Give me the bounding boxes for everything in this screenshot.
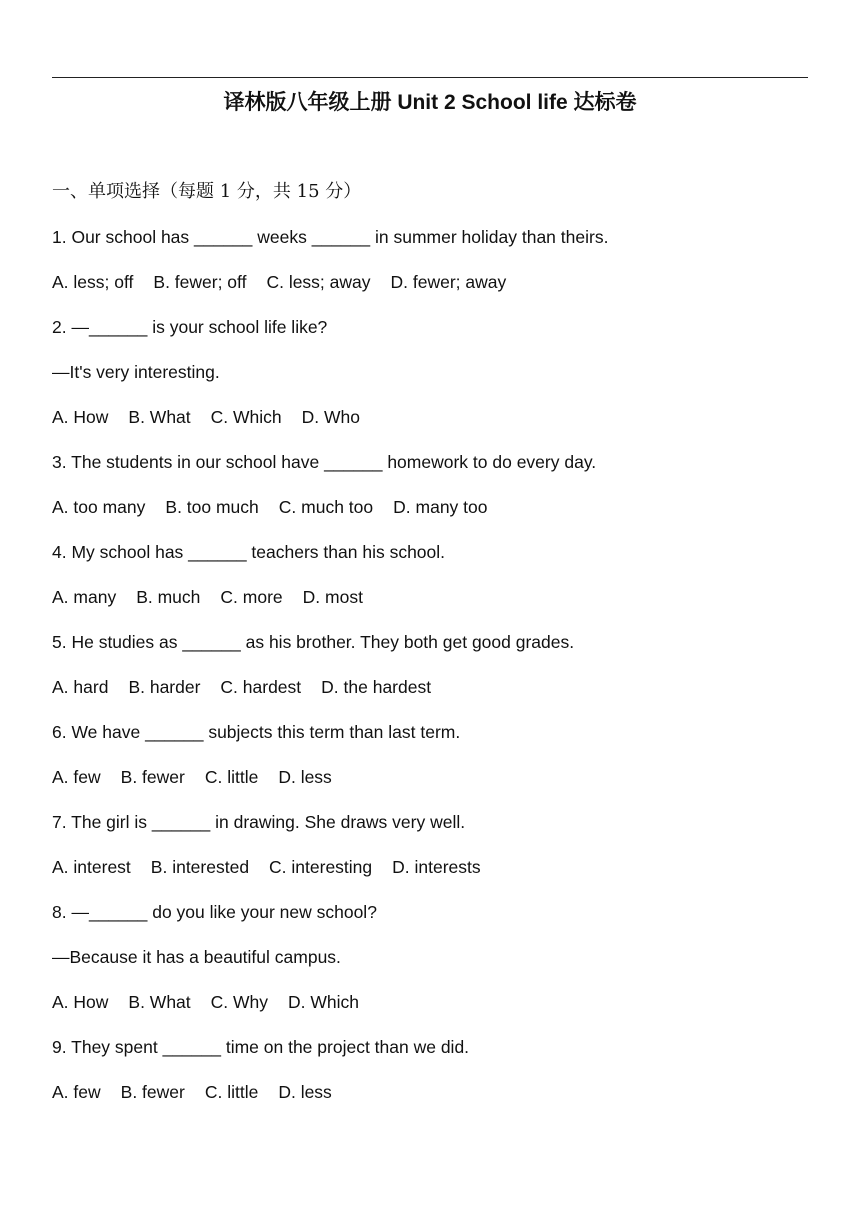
option: C. more <box>220 587 283 607</box>
question-stem: 2. —______ is your school life like? <box>52 317 328 337</box>
question-stem: 3. The students in our school have ______ homework to do every day. <box>52 452 597 472</box>
option: A. How <box>52 992 109 1012</box>
option: D. less <box>278 1082 332 1102</box>
question-stem: 9. They spent ______ time on the project than we did. <box>52 1037 470 1057</box>
question-options <box>52 269 808 314</box>
option: A. few <box>52 1082 101 1102</box>
option: B. much <box>136 587 201 607</box>
option: C. interesting <box>269 857 373 877</box>
question-list <box>52 224 808 1124</box>
question-stem: 5. He studies as ______ as his brother. They both get good grades. <box>52 632 575 652</box>
option: C. little <box>204 1082 259 1102</box>
question-options <box>52 989 808 1034</box>
option: B. What <box>128 407 191 427</box>
question-stem: 6. We have ______ subjects this term than last term. <box>52 722 461 742</box>
option: B. fewer <box>120 767 185 787</box>
option: D. interests <box>392 857 481 877</box>
question-stem: 1. Our school has ______ weeks ______ in summer holiday than theirs. <box>52 227 609 247</box>
option: D. Which <box>288 992 360 1012</box>
header-rule <box>52 77 808 78</box>
option: D. many too <box>393 497 488 517</box>
option: A. many <box>52 587 117 607</box>
option: D. the hardest <box>321 677 432 697</box>
option: A. less; off <box>52 272 134 292</box>
question-options <box>52 584 808 629</box>
option: A. too many <box>52 497 146 517</box>
option: A. hard <box>52 677 109 697</box>
question-options <box>52 854 808 899</box>
option: A. How <box>52 407 109 427</box>
question-stem: 4. My school has ______ teachers than his school. <box>52 542 446 562</box>
option: C. less; away <box>266 272 371 292</box>
option: B. fewer; off <box>153 272 247 292</box>
option: B. What <box>128 992 191 1012</box>
option: C. much too <box>278 497 374 517</box>
option: C. Which <box>210 407 282 427</box>
option: D. most <box>302 587 363 607</box>
option: D. Who <box>301 407 360 427</box>
option: D. less <box>278 767 332 787</box>
option: B. fewer <box>120 1082 185 1102</box>
question-stem: 8. —______ do you like your new school? <box>52 902 377 922</box>
option: D. fewer; away <box>390 272 507 292</box>
question-stem: 7. The girl is ______ in drawing. She draws very well. <box>52 812 466 832</box>
question-reply: —It's very interesting. <box>52 362 220 382</box>
question-options <box>52 764 808 809</box>
option: B. too much <box>165 497 259 517</box>
option: A. interest <box>52 857 131 877</box>
question-reply: —Because it has a beautiful campus. <box>52 947 341 967</box>
option: B. interested <box>150 857 250 877</box>
question-options <box>52 404 808 449</box>
option: C. little <box>204 767 259 787</box>
option: C. hardest <box>220 677 302 697</box>
question-options <box>52 674 808 719</box>
option: B. harder <box>128 677 201 697</box>
section-heading: 一、单项选择（每题 1 分，共 15 分） <box>52 181 362 202</box>
document-title: 译林版八年级上册 Unit 2 School life 达标卷 <box>223 91 637 114</box>
option: A. few <box>52 767 101 787</box>
option: C. Why <box>210 992 269 1012</box>
question-options <box>52 494 808 539</box>
question-options <box>52 1079 808 1124</box>
